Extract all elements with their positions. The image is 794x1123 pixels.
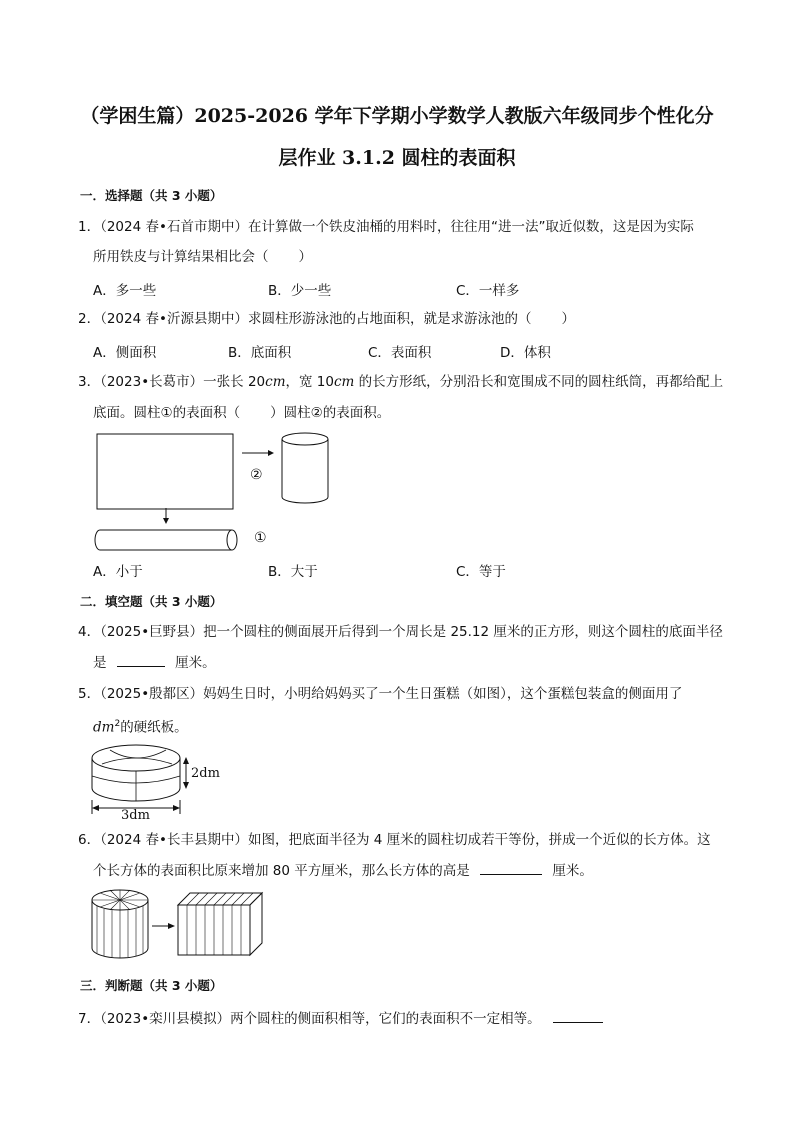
paper-rectangle [97,434,233,509]
q3-option-b[interactable]: B．大于 [268,564,318,580]
q3-option-a[interactable]: A．小于 [93,564,143,580]
approx-cuboid-shape [178,893,262,955]
q1-text-line1: 1．（2024 春•石首市期中）在计算做一个铁皮油桶的用料时，往往用“进一法”取近似数，这是因为实际 [78,219,694,235]
q2-option-c[interactable]: C．表面积 [368,345,432,361]
q1-option-b[interactable]: B．少一些 [268,283,332,299]
q2-text-line1: 2．（2024 春•沂源县期中）求圆柱形游泳池的占地面积，就是求游泳池的（ ） [78,311,575,327]
q1-option-c[interactable]: C．一样多 [456,283,520,299]
q2-option-b[interactable]: B．底面积 [228,345,292,361]
upright-cylinder-shape [282,433,328,503]
q2-option-a[interactable]: A．侧面积 [93,345,157,361]
page-title-line2: 层作业 3.1.2 圆柱的表面积 [278,147,516,169]
q4-text-line2: 是 厘米。 [93,652,216,673]
q7-text-line1: 7．（2023•栾川县模拟）两个圆柱的侧面积相等，它们的表面积不一定相等。 [78,1008,603,1029]
q3-label-cylinder-2: ② [250,467,263,483]
cake-box-shape [92,745,180,801]
section-judge-heading: 三．判断题（共 3 小题） [80,978,223,993]
section-fill-heading: 二．填空题（共 3 小题） [80,594,223,609]
q5-text-line2: $dm^2$的硬纸板。 [93,719,188,736]
q2-option-d[interactable]: D．体积 [500,345,551,361]
q3-label-cylinder-1: ① [254,530,267,546]
q4-answer-blank[interactable] [117,652,165,667]
q3-text-line1: 3．（2023•长葛市）一张长 20cm，宽 10cm 的长方形纸，分别沿长和宽围成不同的圆柱纸筒，再都给配上 [78,374,724,390]
q6-text-line1: 6．（2024 春•长丰县期中）如图，把底面半径为 4 厘米的圆柱切成若干等份，拼成一个近似的长方体。这 [78,832,711,848]
q4-text-line1: 4．（2025•巨野县）把一个圆柱的侧面展开后得到一个周长是 25.12 厘米的正方形，则这个圆柱的底面半径 [78,624,723,640]
q5-text-line1: 5．（2025•殷都区）妈妈生日时，小明给妈妈买了一个生日蛋糕（如图），这个蛋糕包装盒的侧面用了 [78,686,683,702]
q6-answer-blank[interactable] [480,860,542,875]
cake-width-label: 3dm [121,808,150,823]
page-title-line1: （学困生篇）2025-2026 学年下学期小学数学人教版六年级同步个性化分 [80,105,714,127]
q3-option-c[interactable]: C．等于 [456,564,506,580]
cake-height-label: 2dm [191,766,220,781]
q7-answer-blank[interactable] [553,1008,603,1023]
q6-text-line2: 个长方体的表面积比原来增加 80 平方厘米，那么长方体的高是 厘米。 [93,860,593,881]
q3-text-line2: 底面。圆柱①的表面积（ ）圆柱②的表面积。 [93,405,391,421]
q1-text-line2: 所用铁皮与计算结果相比会（ ） [93,249,312,265]
section-choice-heading: 一．选择题（共 3 小题） [80,188,223,203]
q1-option-a[interactable]: A．多一些 [93,283,157,299]
sliced-cylinder-shape [92,890,148,958]
lying-cylinder-shape [95,530,237,550]
